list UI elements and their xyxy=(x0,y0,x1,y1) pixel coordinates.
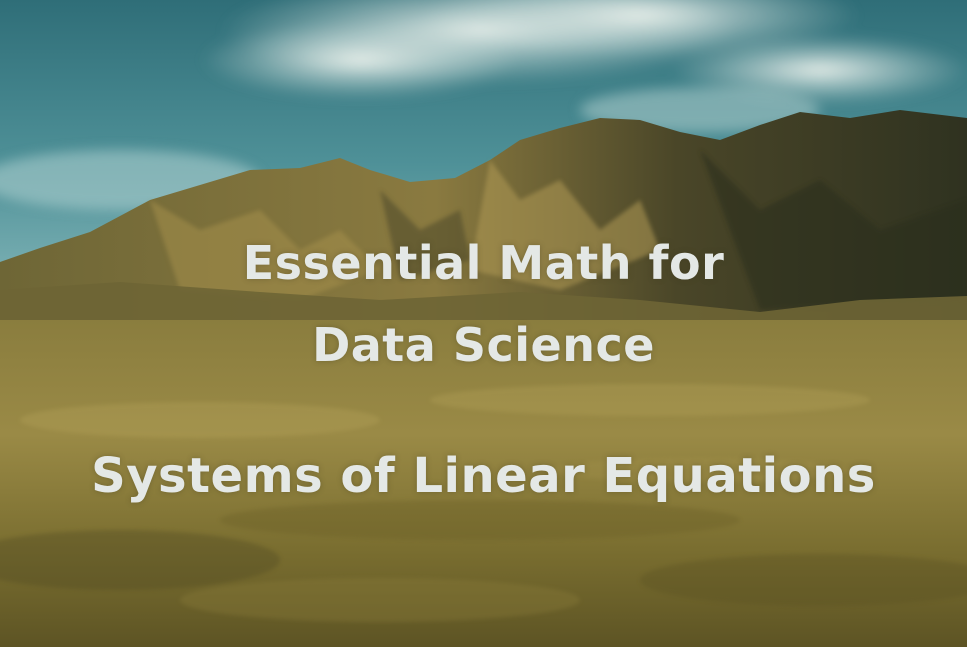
subtitle: Systems of Linear Equations xyxy=(91,448,876,504)
title-line-2: Data Science xyxy=(312,318,655,372)
title-line-1: Essential Math for xyxy=(242,236,725,290)
